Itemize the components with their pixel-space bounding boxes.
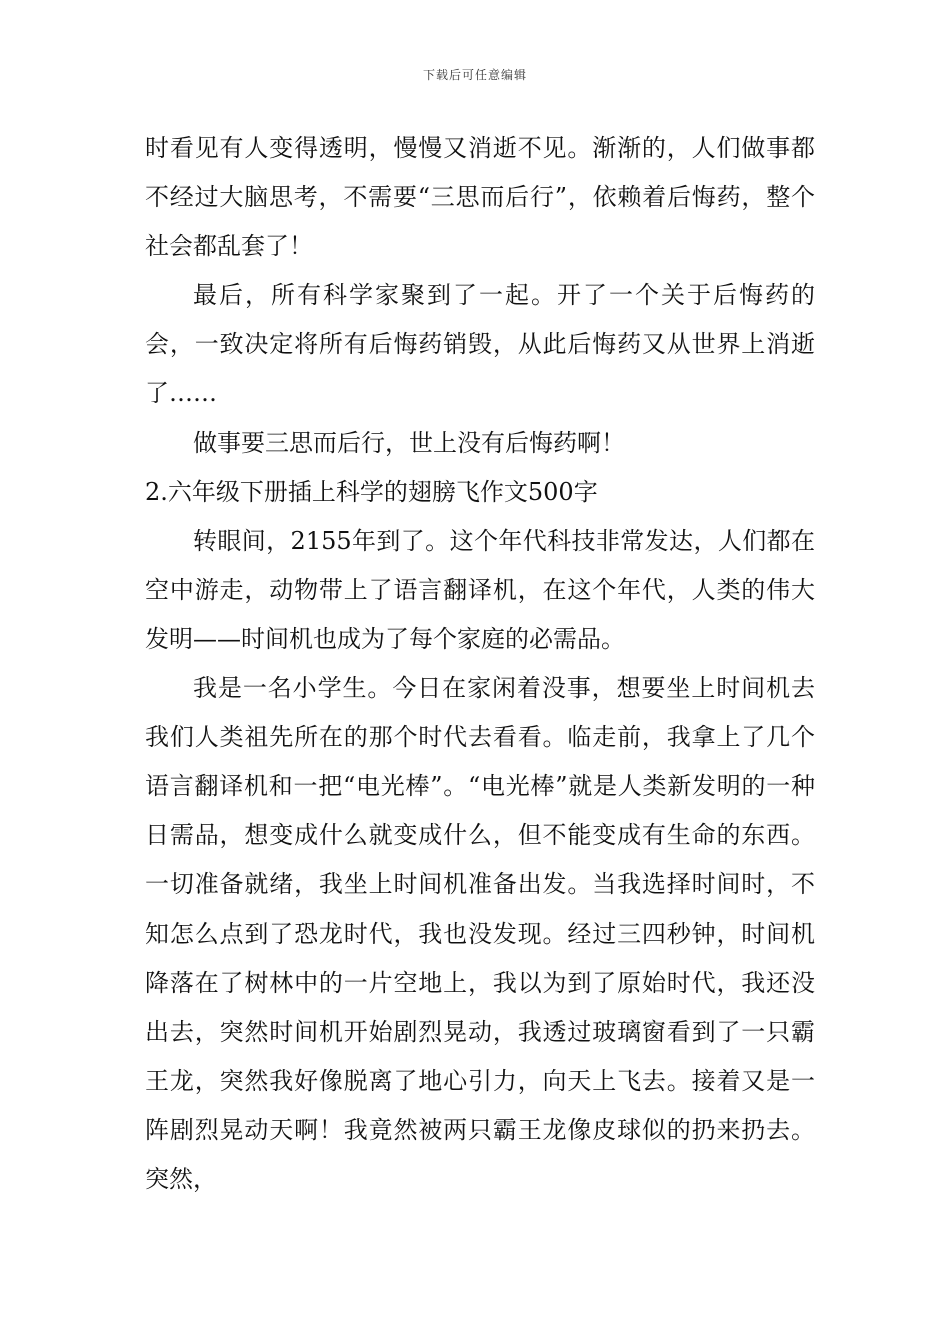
page-header: 下载后可任意编辑 — [422, 68, 527, 82]
paragraph-moral: 做事要三思而后行，世上没有后悔药啊！ — [193, 428, 625, 457]
paragraph-year-2155: 转眼间，2155年到了。这个年代科技非常发达，人们都在空中游走，动物带上了语言翻译机，在这个年代，人类的伟大发明——时间机也成为了每个家庭的必需品。 — [145, 526, 815, 653]
document-body — [145, 124, 815, 1204]
paragraph-continuation: 时看见有人变得透明，慢慢又消逝不见。渐渐的，人们做事都不经过大脑思考，不需要“三思而后行”，依赖着后悔药，整个社会都乱套了！ — [145, 134, 815, 261]
paragraph-time-machine-story: 我是一名小学生。今日在家闲着没事，想要坐上时间机去我们人类祖先所在的那个时代去看看。临走前，我拿上了几个语言翻译机和一把“电光棒”。“电光棒”就是人类新发明的一种日需品，想变成什么就变成什么，但不能变成有生命的东西。一切准备就绪，我坐上时间机准备出发。当我选择时间时，不知怎么点到了恐龙时代，我也没发现。经过三四秒钟，时间机降落在了树林中的一片空地上，我以为到了原始时代，我还没出去，突然时间机开始剧烈晃动，我透过玻璃窗看到了一只霸王龙，突然我好像脱离了地心引力，向天上飞去。接着又是一阵剧烈晃动天啊！我竟然被两只霸王龙像皮球似的扔来扔去。突然， — [145, 674, 815, 1193]
paragraph-scientists-meeting: 最后，所有科学家聚到了一起。开了一个关于后悔药的会，一致决定将所有后悔药销毁，从此后悔药又从世界上消逝了…… — [145, 281, 815, 408]
section-heading: 2.六年级下册插上科学的翅膀飞作文500字 — [145, 477, 598, 506]
